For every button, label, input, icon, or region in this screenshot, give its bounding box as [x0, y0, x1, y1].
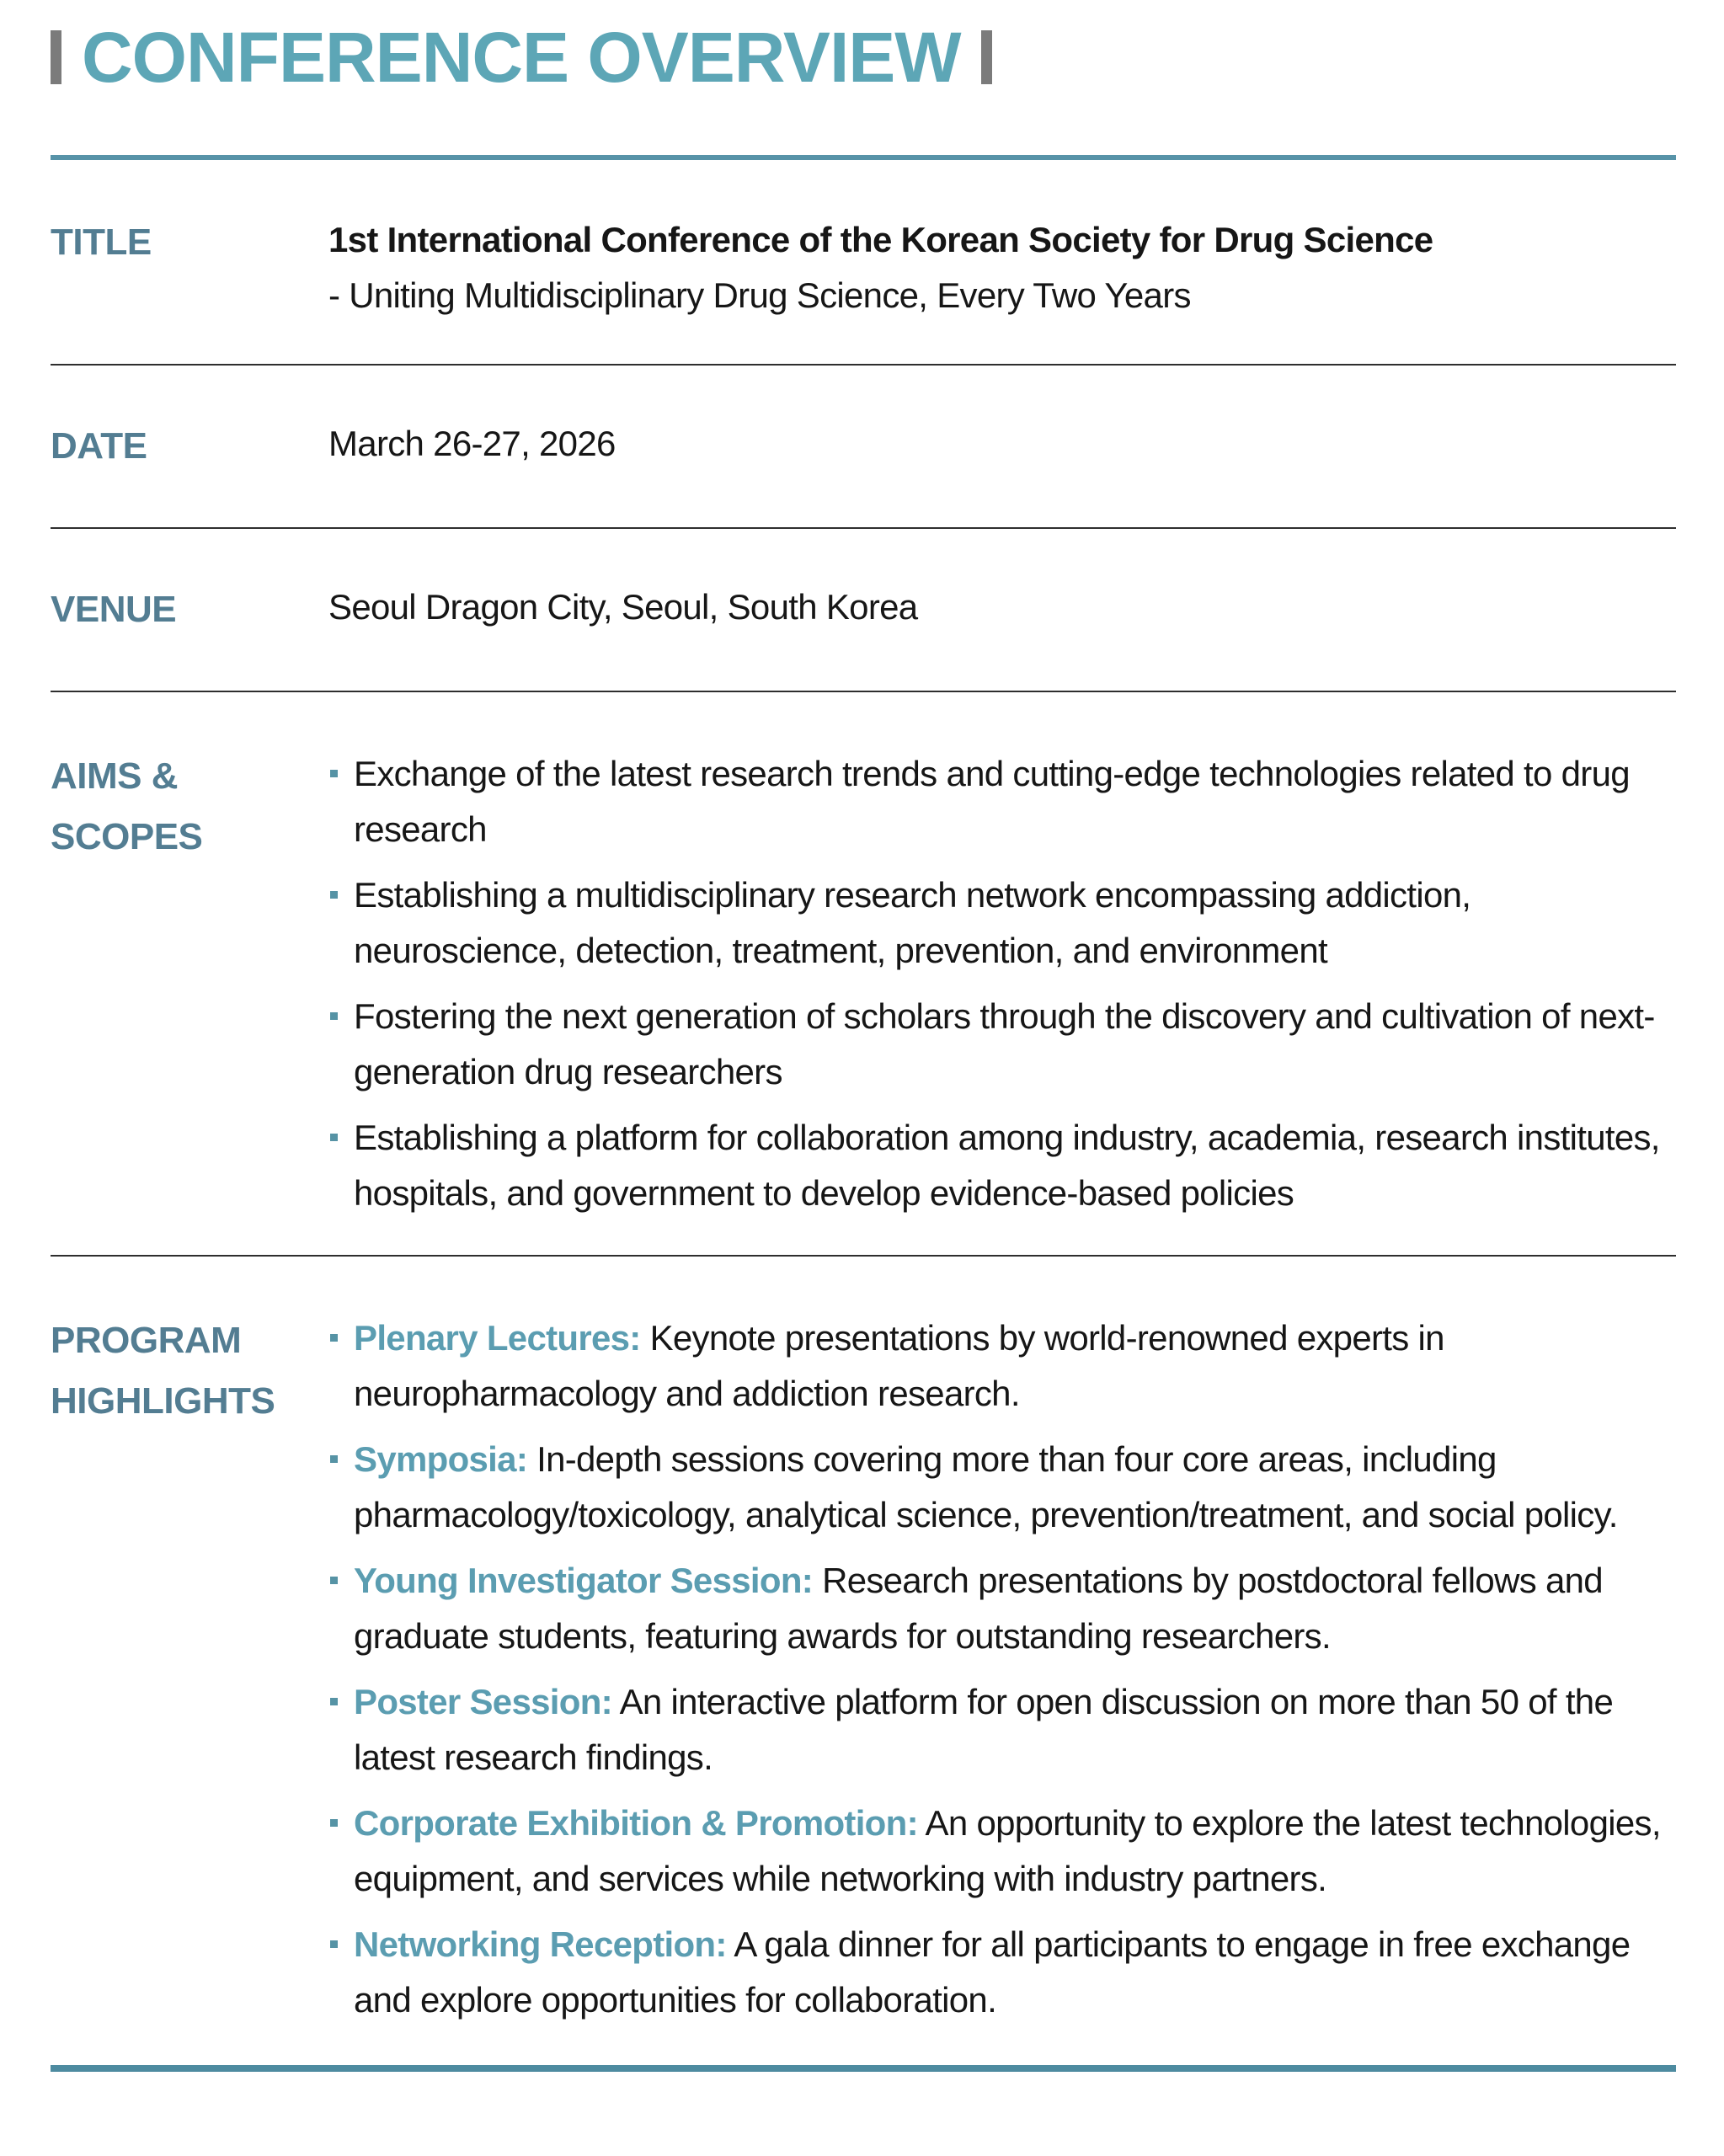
program-item-text: An interactive platform for open discussion on more than 50 of the latest research findings.: [354, 1682, 1614, 1777]
list-item: [328, 1432, 1676, 1543]
program-content: [328, 1310, 1676, 2028]
conference-title: 1st International Conference of the Korean Society for Drug Science: [328, 220, 1433, 259]
program-item-text: Research presentations by postdoctoral fellows and graduate students, featuring awards for outstanding researchers.: [354, 1561, 1603, 1656]
program-item-lead: Corporate Exhibition & Promotion:: [354, 1803, 918, 1843]
bullet-square-icon: [330, 1698, 338, 1705]
aims-label-line2: SCOPES: [51, 816, 203, 857]
program-item-lead: Symposia:: [354, 1439, 528, 1479]
aims-item-text: Establishing a multidisciplinary research network encompassing addiction, neuroscience, detection, treatment, prevention, and environment: [354, 875, 1471, 970]
aims-item-text: Exchange of the latest research trends and cutting-edge technologies related to drug research: [354, 754, 1630, 849]
aims-list: [328, 746, 1676, 1221]
row-program-highlights: [51, 1257, 1676, 2065]
row-aims-scopes: [51, 692, 1676, 1255]
bottom-rule: [51, 2065, 1676, 2072]
program-item-text: Keynote presentations by world-renowned experts in neuropharmacology and addiction research.: [354, 1318, 1444, 1413]
program-item-text: An opportunity to explore the latest technologies, equipment, and services while networking with industry partners.: [354, 1803, 1661, 1898]
title-content: [328, 212, 1676, 323]
title-label: TITLE: [51, 221, 152, 263]
bullet-square-icon: [330, 1334, 338, 1342]
aims-scopes-label: [51, 746, 328, 867]
list-item: [328, 1674, 1676, 1785]
program-item-text: A gala dinner for all participants to engage in free exchange and explore opportunities for collaboration.: [354, 1924, 1631, 2020]
program-label-line2: HIGHLIGHTS: [51, 1380, 275, 1422]
page-title: CONFERENCE OVERVIEW: [82, 18, 961, 97]
header-bar-right-icon: [981, 30, 992, 84]
aims-label-line1: AIMS &: [51, 755, 178, 797]
conference-subtitle: - Uniting Multidisciplinary Drug Science, Every Two Years: [328, 275, 1191, 315]
row-venue: [51, 529, 1676, 691]
page-header: [51, 0, 1676, 96]
aims-item-text: Establishing a platform for collaboration among industry, academia, research institutes, hospitals, and government to develop evidence-based policies: [354, 1118, 1660, 1213]
venue-value: Seoul Dragon City, Seoul, South Korea: [328, 587, 918, 627]
program-item-lead: Poster Session:: [354, 1682, 612, 1721]
bullet-square-icon: [330, 1012, 338, 1020]
program-item-text: In-depth sessions covering more than four core areas, including pharmacology/toxicology, analytical science, prevention/treatment, and social policy.: [354, 1439, 1618, 1534]
program-item-lead: Young Investigator Session:: [354, 1561, 814, 1600]
date-label: DATE: [51, 425, 147, 467]
list-item: [328, 1796, 1676, 1907]
list-item: [328, 1553, 1676, 1664]
list-item: [328, 989, 1676, 1100]
program-label-line1: PROGRAM: [51, 1320, 242, 1361]
row-date: [51, 366, 1676, 527]
list-item: [328, 1310, 1676, 1422]
program-highlights-label: [51, 1310, 328, 1432]
program-item-lead: Networking Reception:: [354, 1924, 727, 1964]
venue-label: VENUE: [51, 589, 177, 630]
bullet-square-icon: [330, 1819, 338, 1827]
list-item: [328, 1110, 1676, 1221]
bullet-square-icon: [330, 1455, 338, 1463]
date-value: March 26-27, 2026: [328, 424, 616, 463]
bullet-square-icon: [330, 891, 338, 899]
program-item-lead: Plenary Lectures:: [354, 1318, 641, 1358]
aims-item-text: Fostering the next generation of scholars through the discovery and cultivation of next-generation drug researchers: [354, 996, 1655, 1091]
aims-content: [328, 746, 1676, 1221]
list-item: [328, 746, 1676, 857]
row-title: [51, 160, 1676, 364]
header-bar-left-icon: [51, 30, 61, 84]
list-item: [328, 867, 1676, 979]
bullet-square-icon: [330, 1134, 338, 1141]
bullet-square-icon: [330, 770, 338, 777]
list-item: [328, 1917, 1676, 2028]
bullet-square-icon: [330, 1940, 338, 1948]
bullet-square-icon: [330, 1577, 338, 1584]
program-list: [328, 1310, 1676, 2028]
